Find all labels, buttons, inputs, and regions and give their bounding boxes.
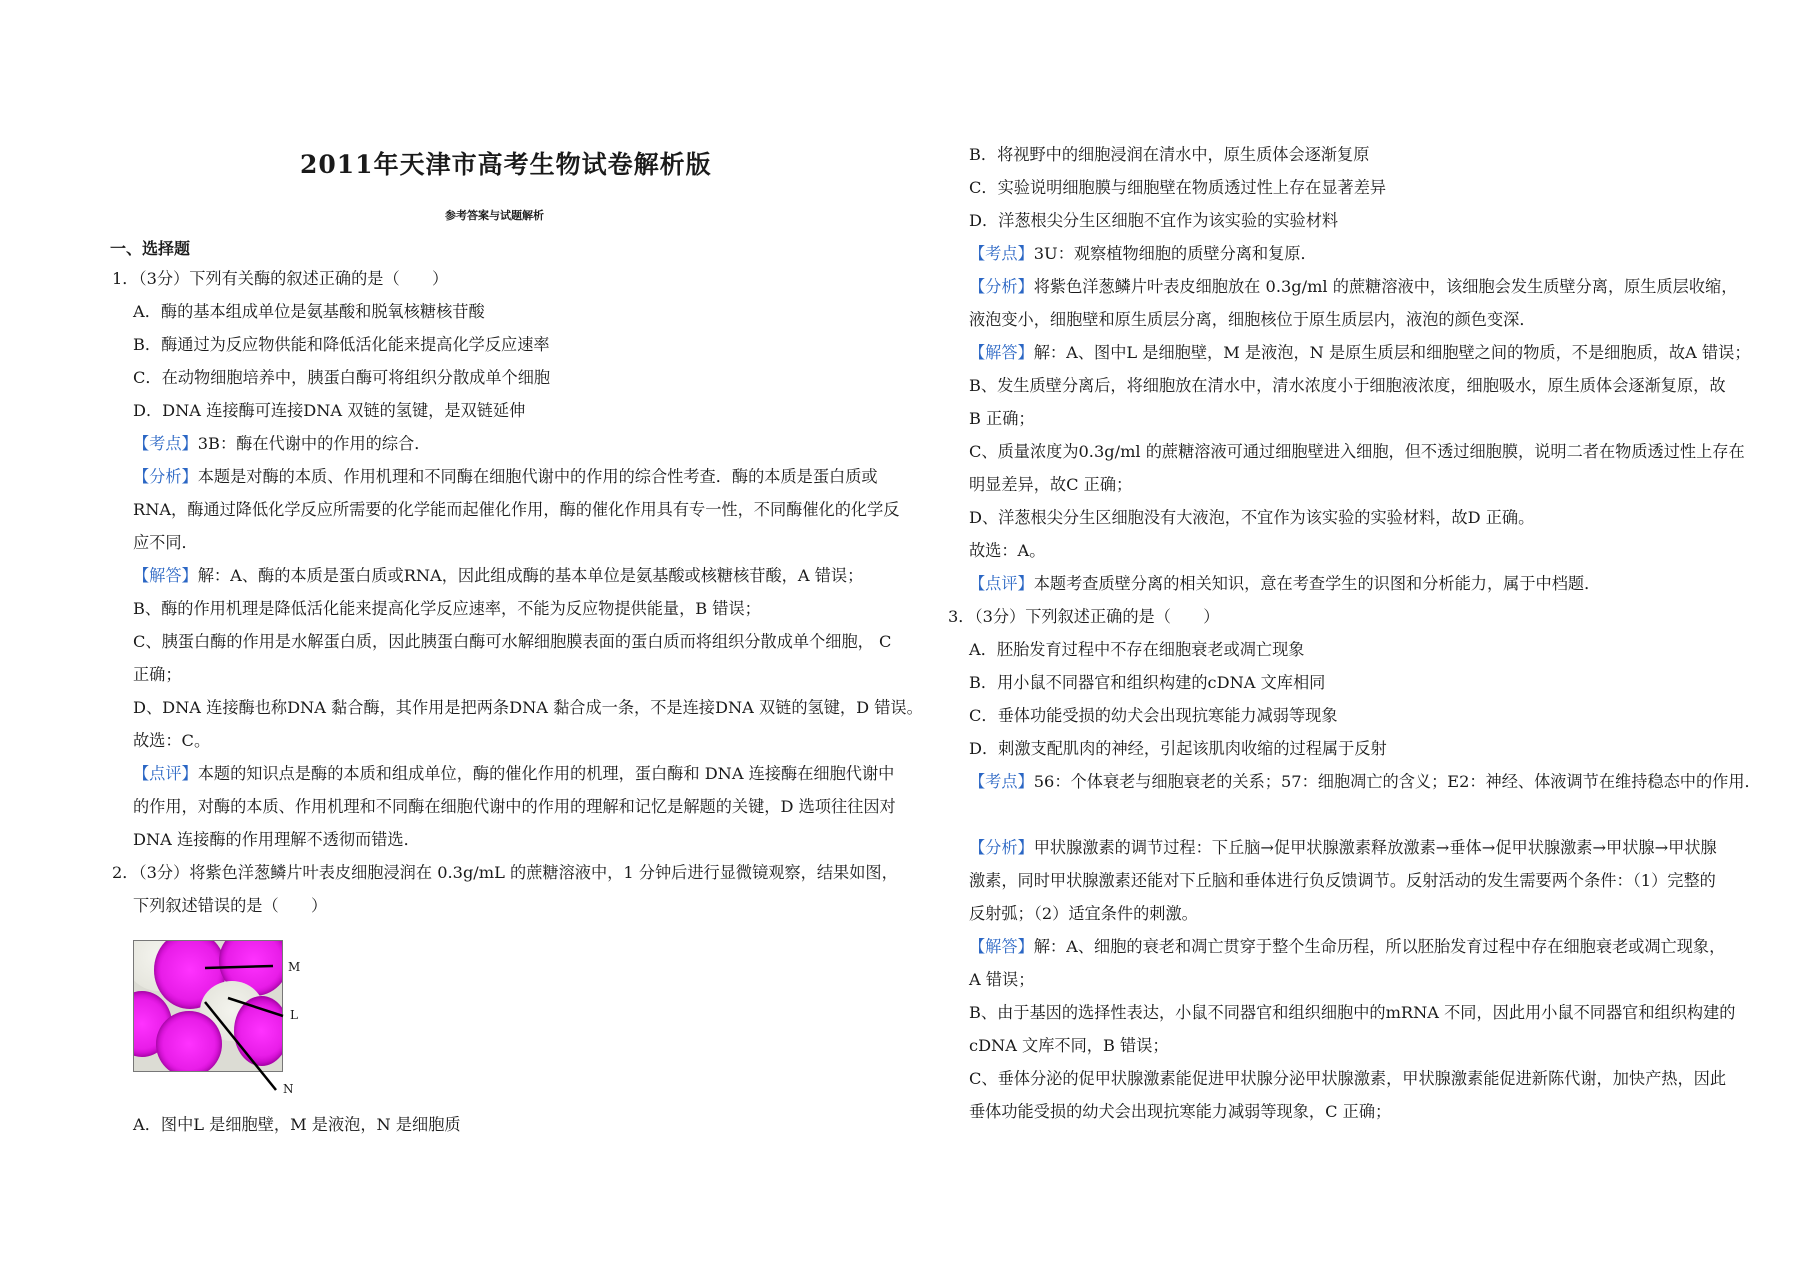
analysis-tag: 【分析】	[133, 467, 198, 486]
line-text: 故选：C。	[133, 731, 211, 750]
option-line	[948, 204, 1728, 237]
text-line	[112, 724, 902, 757]
text-line	[112, 559, 902, 592]
line-text: A．胚胎发育过程中不存在细胞衰老或凋亡现象	[969, 640, 1305, 659]
text-line	[948, 897, 1728, 930]
text-line	[948, 1095, 1728, 1128]
line-text: RNA，酶通过降低化学反应所需要的化学能而起催化作用，酶的催化作用具有专一性，不同酶催化的化学反	[133, 500, 900, 519]
line-text: 故选：A。	[969, 541, 1046, 560]
line-text: D．洋葱根尖分生区细胞不宜作为该实验的实验材料	[969, 211, 1339, 230]
line-text: D．刺激支配肌肉的神经，引起该肌肉收缩的过程属于反射	[969, 739, 1387, 758]
figure-label-l: L	[290, 1008, 298, 1022]
line-text: C、胰蛋白酶的作用是水解蛋白质，因此胰蛋白酶可水解细胞膜表面的蛋白质而将组织分散成单个细胞， C	[133, 632, 892, 651]
line-text: 2．（3分）将紫色洋葱鳞片叶表皮细胞浸润在 0.3g/mL 的蔗糖溶液中，1 分钟后进行显微镜观察，结果如图，	[112, 863, 898, 882]
right-column	[948, 138, 1761, 1128]
option-line	[948, 138, 1728, 171]
line-text: 本题是对酶的本质、作用机理和不同酶在细胞代谢中的作用的综合性考查．酶的本质是蛋白质或	[197, 467, 878, 486]
line-text: 正确；	[133, 665, 182, 684]
line-text: D．DNA 连接酶可连接DNA 双链的氢键，是双链延伸	[133, 401, 526, 420]
text-line	[948, 1062, 1728, 1095]
line-text: 反射弧；（2）适宜条件的刺激。	[969, 904, 1198, 923]
text-line	[112, 691, 923, 724]
text-line	[948, 270, 1738, 303]
line-text: 3B：酶在代谢中的作用的综合．	[197, 434, 431, 453]
text-line	[948, 402, 1728, 435]
line-text: B 正确；	[969, 409, 1035, 428]
text-line	[112, 460, 902, 493]
line-text: A 错误；	[969, 970, 1035, 989]
line-text: D、DNA 连接酶也称DNA 黏合酶，其作用是把两条DNA 黏合成一条，不是连接DNA 双链的氢键，D 错误。	[133, 698, 923, 717]
analysis-tag: 【考点】	[133, 434, 198, 453]
line-text: 激素，同时甲状腺激素还能对下丘脑和垂体进行负反馈调节。反射活动的发生需要两个条件：（1）完整的	[969, 871, 1716, 890]
text-line	[948, 798, 1728, 831]
option-line	[112, 394, 902, 427]
text-line	[948, 468, 1728, 501]
text-line	[948, 765, 1761, 798]
section-heading: 一、选择题	[110, 239, 191, 258]
question-line	[112, 856, 902, 889]
text-line	[948, 534, 1728, 567]
line-text: B、由于基因的选择性表达，小鼠不同器官和组织细胞中的mRNA 不同，因此用小鼠不同器官和组织构建的	[969, 1003, 1736, 1022]
line-text: 液泡变小，细胞壁和原生质层分离，细胞核位于原生质层内，液泡的颜色变深．	[969, 310, 1536, 329]
line-text: C、质量浓度为0.3g/ml 的蔗糖溶液可通过细胞壁进入细胞，但不透过细胞膜，说明二者在物质透过性上存在	[969, 442, 1745, 461]
line-text: 本题考查质壁分离的相关知识，意在考查学生的识图和分析能力，属于中档题．	[1033, 574, 1601, 593]
question-line	[112, 262, 902, 295]
question-line	[948, 600, 1728, 633]
line-text: B．将视野中的细胞浸润在清水中，原生质体会逐渐复原	[969, 145, 1370, 164]
figure-pointer-lines	[133, 940, 313, 1100]
line-text: 56：个体衰老与细胞衰老的关系；57：细胞凋亡的含义；E2：神经、体液调节在维持稳态中的作用．	[1033, 772, 1761, 791]
line-text: 解：A、酶的本质是蛋白质或RNA，因此组成酶的基本单位是氨基酸或核糖核苷酸，A 错误；	[197, 566, 864, 585]
line-text: 下列叙述错误的是（ ）	[133, 896, 328, 915]
line-text: DNA 连接酶的作用理解不透彻而错选．	[133, 830, 420, 849]
text-line	[948, 237, 1728, 270]
option-line	[112, 295, 902, 328]
text-line	[112, 625, 902, 658]
option-line	[948, 633, 1728, 666]
text-line	[112, 757, 902, 790]
option-2a: A．图中L 是细胞壁，M 是液泡，N 是细胞质	[133, 1115, 461, 1134]
analysis-tag: 【考点】	[969, 772, 1034, 791]
line-text: 将紫色洋葱鳞片叶表皮细胞放在 0.3g/ml 的蔗糖溶液中，该细胞会发生质壁分离，原生质层收缩，	[1033, 277, 1738, 296]
text-line	[948, 567, 1728, 600]
analysis-tag: 【点评】	[969, 574, 1034, 593]
text-line	[948, 1029, 1728, 1062]
analysis-tag: 【考点】	[969, 244, 1034, 263]
text-line	[948, 930, 1728, 963]
text-line	[948, 501, 1728, 534]
line-text: 垂体功能受损的幼犬会出现抗寒能力减弱等现象，C 正确；	[969, 1102, 1392, 1121]
line-text: 应不同．	[133, 533, 198, 552]
line-text: B．酶通过为反应物供能和降低活化能来提高化学反应速率	[133, 335, 550, 354]
option-line	[948, 699, 1728, 732]
line-text: 3U：观察植物细胞的质壁分离和复原．	[1033, 244, 1317, 263]
analysis-tag: 【点评】	[133, 764, 198, 783]
analysis-tag: 【分析】	[969, 838, 1034, 857]
line-text: C．垂体功能受损的幼犬会出现抗寒能力减弱等现象	[969, 706, 1338, 725]
text-line	[948, 831, 1728, 864]
line-text: 3．（3分）下列叙述正确的是（ ）	[948, 607, 1220, 626]
figure-label-m: M	[288, 960, 301, 974]
line-text: B．用小鼠不同器官和组织构建的cDNA 文库相同	[969, 673, 1326, 692]
left-column	[112, 262, 923, 922]
text-line	[948, 336, 1751, 369]
text-line	[112, 889, 902, 922]
figure-label-n: N	[283, 1082, 294, 1096]
line-text: 甲状腺激素的调节过程：下丘脑→促甲状腺激素释放激素→垂体→促甲状腺激素→甲状腺→甲状腺	[1033, 838, 1717, 857]
text-line	[112, 790, 902, 823]
text-line	[948, 864, 1728, 897]
analysis-tag: 【解答】	[969, 343, 1034, 362]
page-title: 2011年天津市高考生物试卷解析版	[300, 150, 712, 179]
text-line	[948, 996, 1736, 1029]
line-text: B、酶的作用机理是降低活化能来提高化学反应速率，不能为反应物提供能量，B 错误；	[133, 599, 761, 618]
text-line	[948, 435, 1745, 468]
option-line	[112, 328, 902, 361]
text-line	[948, 963, 1728, 996]
line-text: D、洋葱根尖分生区细胞没有大液泡，不宜作为该实验的实验材料，故D 正确。	[969, 508, 1535, 527]
line-text: 解：A、图中L 是细胞壁，M 是液泡，N 是原生质层和细胞壁之间的物质，不是细胞质，故A 错误；	[1033, 343, 1751, 362]
line-text: A．酶的基本组成单位是氨基酸和脱氧核糖核苷酸	[133, 302, 485, 321]
text-line	[112, 526, 902, 559]
line-text: B、发生质壁分离后，将细胞放在清水中，清水浓度小于细胞液浓度，细胞吸水，原生质体会逐渐复原，故	[969, 376, 1726, 395]
text-line	[948, 303, 1728, 336]
analysis-tag: 【解答】	[133, 566, 198, 585]
line-text: 1．（3分）下列有关酶的叙述正确的是（ ）	[112, 269, 449, 288]
option-line	[948, 732, 1728, 765]
text-line	[948, 369, 1728, 402]
line-text: C．实验说明细胞膜与细胞壁在物质透过性上存在显著差异	[969, 178, 1387, 197]
line-text: 明显差异，故C 正确；	[969, 475, 1133, 494]
analysis-tag: 【分析】	[969, 277, 1034, 296]
text-line	[112, 592, 902, 625]
text-line	[112, 493, 902, 526]
analysis-tag: 【解答】	[969, 937, 1034, 956]
line-text: C．在动物细胞培养中，胰蛋白酶可将组织分散成单个细胞	[133, 368, 551, 387]
line-text: 的作用，对酶的本质、作用机理和不同酶在细胞代谢中的作用的理解和记忆是解题的关键，D 选项往往因对	[133, 797, 896, 816]
text-line	[112, 823, 902, 856]
line-text: 本题的知识点是酶的本质和组成单位，酶的催化作用的机理，蛋白酶和 DNA 连接酶在细胞代谢中	[197, 764, 895, 783]
option-line	[112, 361, 902, 394]
line-text: C、垂体分泌的促甲状腺激素能促进甲状腺分泌甲状腺激素，甲状腺激素能促进新陈代谢，加快产热，因此	[969, 1069, 1727, 1088]
text-line	[112, 658, 902, 691]
line-text: 解：A、细胞的衰老和凋亡贯穿于整个生命历程，所以胚胎发育过程中存在细胞衰老或凋亡现象，	[1033, 937, 1726, 956]
text-line	[112, 427, 902, 460]
line-text: cDNA 文库不同，B 错误；	[969, 1036, 1169, 1055]
option-line	[948, 666, 1728, 699]
page-subtitle: 参考答案与试题解析	[445, 209, 544, 222]
option-line	[948, 171, 1728, 204]
